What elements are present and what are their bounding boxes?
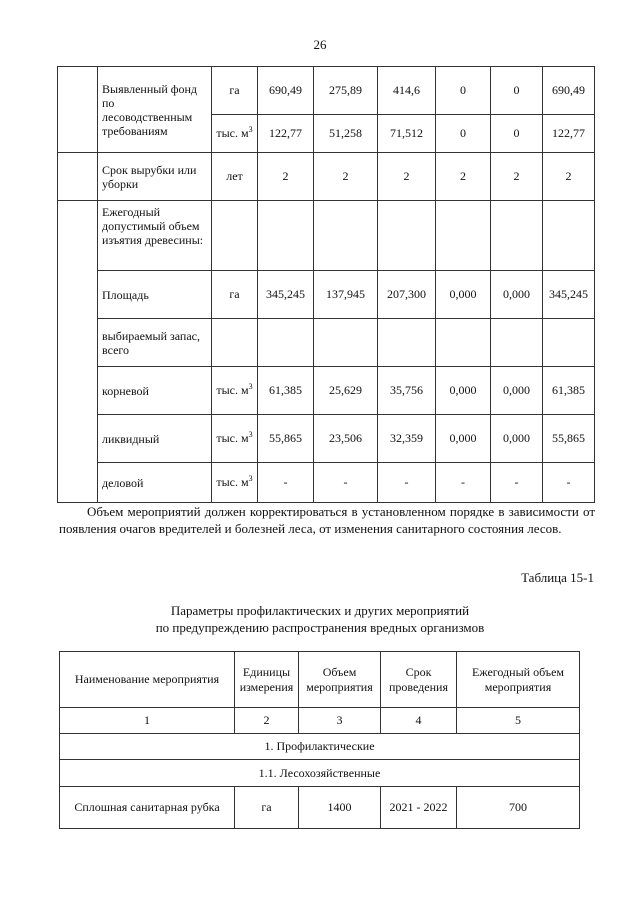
value-cell: 0 bbox=[491, 67, 543, 115]
value-cell: - bbox=[258, 463, 314, 503]
value-cell: 0,000 bbox=[436, 271, 491, 319]
value-cell: 25,629 bbox=[314, 367, 378, 415]
measures-table bbox=[59, 651, 580, 829]
measure-name: Сплошная санитарная рубка bbox=[60, 787, 235, 829]
value-cell: 2 bbox=[258, 153, 314, 201]
value-cell: 122,77 bbox=[543, 115, 595, 153]
group-cell bbox=[58, 153, 98, 201]
group-cell bbox=[58, 201, 98, 503]
column-number: 1 bbox=[60, 708, 235, 734]
value-cell: 0,000 bbox=[491, 271, 543, 319]
unit-cell: тыс. $м^3$ bbox=[212, 415, 258, 463]
value-cell: 2 bbox=[491, 153, 543, 201]
value-cell: 35,756 bbox=[378, 367, 436, 415]
value-cell: 2 bbox=[436, 153, 491, 201]
row-label: ликвидный bbox=[98, 415, 212, 463]
column-number: 2 bbox=[235, 708, 299, 734]
table-row bbox=[58, 153, 595, 201]
row-label: Выявленный фонд по лесоводственным требованиям bbox=[98, 67, 212, 153]
row-label: Ежегодный допустимый объем изъятия древесины: bbox=[98, 201, 212, 271]
column-number: 3 bbox=[299, 708, 381, 734]
measure-period: 2021 - 2022 bbox=[381, 787, 457, 829]
measure-unit: га bbox=[235, 787, 299, 829]
value-cell: 32,359 bbox=[378, 415, 436, 463]
table-row bbox=[58, 319, 595, 367]
value-cell: - bbox=[378, 463, 436, 503]
table-row bbox=[58, 415, 595, 463]
column-header: Срок проведения bbox=[381, 652, 457, 708]
value-cell: 275,89 bbox=[314, 67, 378, 115]
value-cell: 0,000 bbox=[436, 415, 491, 463]
table-row bbox=[58, 201, 595, 271]
column-number-row bbox=[60, 708, 580, 734]
value-cell: - bbox=[491, 463, 543, 503]
column-header: Объем мероприятия bbox=[299, 652, 381, 708]
value-cell: 0 bbox=[436, 115, 491, 153]
row-label: корневой bbox=[98, 367, 212, 415]
column-number: 5 bbox=[457, 708, 580, 734]
value-cell: 137,945 bbox=[314, 271, 378, 319]
value-cell: 61,385 bbox=[543, 367, 595, 415]
forest-fund-table bbox=[57, 66, 595, 503]
table-row bbox=[58, 67, 595, 115]
value-cell: 690,49 bbox=[543, 67, 595, 115]
value-cell: - bbox=[543, 463, 595, 503]
measure-annual-volume: 700 bbox=[457, 787, 580, 829]
value-cell: 51,258 bbox=[314, 115, 378, 153]
row-label: Срок вырубки или уборки bbox=[98, 153, 212, 201]
value-cell: 0 bbox=[436, 67, 491, 115]
value-cell: 71,512 bbox=[378, 115, 436, 153]
value-cell: 2 bbox=[314, 153, 378, 201]
value-cell: 690,49 bbox=[258, 67, 314, 115]
unit-cell: га bbox=[212, 271, 258, 319]
column-number: 4 bbox=[381, 708, 457, 734]
column-header: Единицы измерения bbox=[235, 652, 299, 708]
value-cell: 0,000 bbox=[491, 415, 543, 463]
value-cell: 207,300 bbox=[378, 271, 436, 319]
value-cell: - bbox=[436, 463, 491, 503]
value-cell: 55,865 bbox=[543, 415, 595, 463]
page-number: 26 bbox=[313, 37, 327, 52]
table-label: Таблица 15-1 bbox=[521, 570, 594, 585]
unit-cell: лет bbox=[212, 153, 258, 201]
unit-cell: тыс. $м^3$ bbox=[212, 367, 258, 415]
value-cell: 55,865 bbox=[258, 415, 314, 463]
table-title bbox=[0, 602, 640, 636]
value-cell: 2 bbox=[543, 153, 595, 201]
table-row bbox=[58, 367, 595, 415]
row-label: Площадь bbox=[98, 271, 212, 319]
column-header: Ежегодный объем мероприятия bbox=[457, 652, 580, 708]
measure-volume: 1400 bbox=[299, 787, 381, 829]
table-row bbox=[58, 271, 595, 319]
header-row bbox=[60, 652, 580, 708]
section-row bbox=[60, 734, 580, 760]
value-cell: 345,245 bbox=[258, 271, 314, 319]
value-cell: 61,385 bbox=[258, 367, 314, 415]
value-cell: 0,000 bbox=[436, 367, 491, 415]
table-row bbox=[60, 787, 580, 829]
value-cell: 0,000 bbox=[491, 367, 543, 415]
row-label: выбираемый запас, всего bbox=[98, 319, 212, 367]
unit-cell: га bbox=[212, 67, 258, 115]
body-paragraph: Объем мероприятий должен корректироваться в установленном порядке в зависимости от появления очагов вредителей и болезней леса, от изменения санитарного состояния лесов. bbox=[59, 504, 595, 536]
unit-cell: тыс. $м^3$ bbox=[212, 115, 258, 153]
value-cell: 345,245 bbox=[543, 271, 595, 319]
table-title-line: Параметры профилактических и других мероприятий bbox=[170, 603, 470, 618]
value-cell: 2 bbox=[378, 153, 436, 201]
subsection-row bbox=[60, 760, 580, 787]
section-heading: 1. Профилактические bbox=[60, 734, 580, 760]
value-cell: 122,77 bbox=[258, 115, 314, 153]
table-row bbox=[58, 463, 595, 503]
column-header: Наименование мероприятия bbox=[60, 652, 235, 708]
value-cell: 0 bbox=[491, 115, 543, 153]
value-cell: - bbox=[314, 463, 378, 503]
value-cell: 23,506 bbox=[314, 415, 378, 463]
subsection-heading: 1.1. Лесохозяйственные bbox=[60, 760, 580, 787]
table-title-line: по предупреждению распространения вредных организмов bbox=[155, 620, 485, 635]
group-cell bbox=[58, 67, 98, 153]
row-label: деловой bbox=[98, 463, 212, 503]
value-cell: 414,6 bbox=[378, 67, 436, 115]
unit-cell: тыс. $м^3$ bbox=[212, 463, 258, 503]
